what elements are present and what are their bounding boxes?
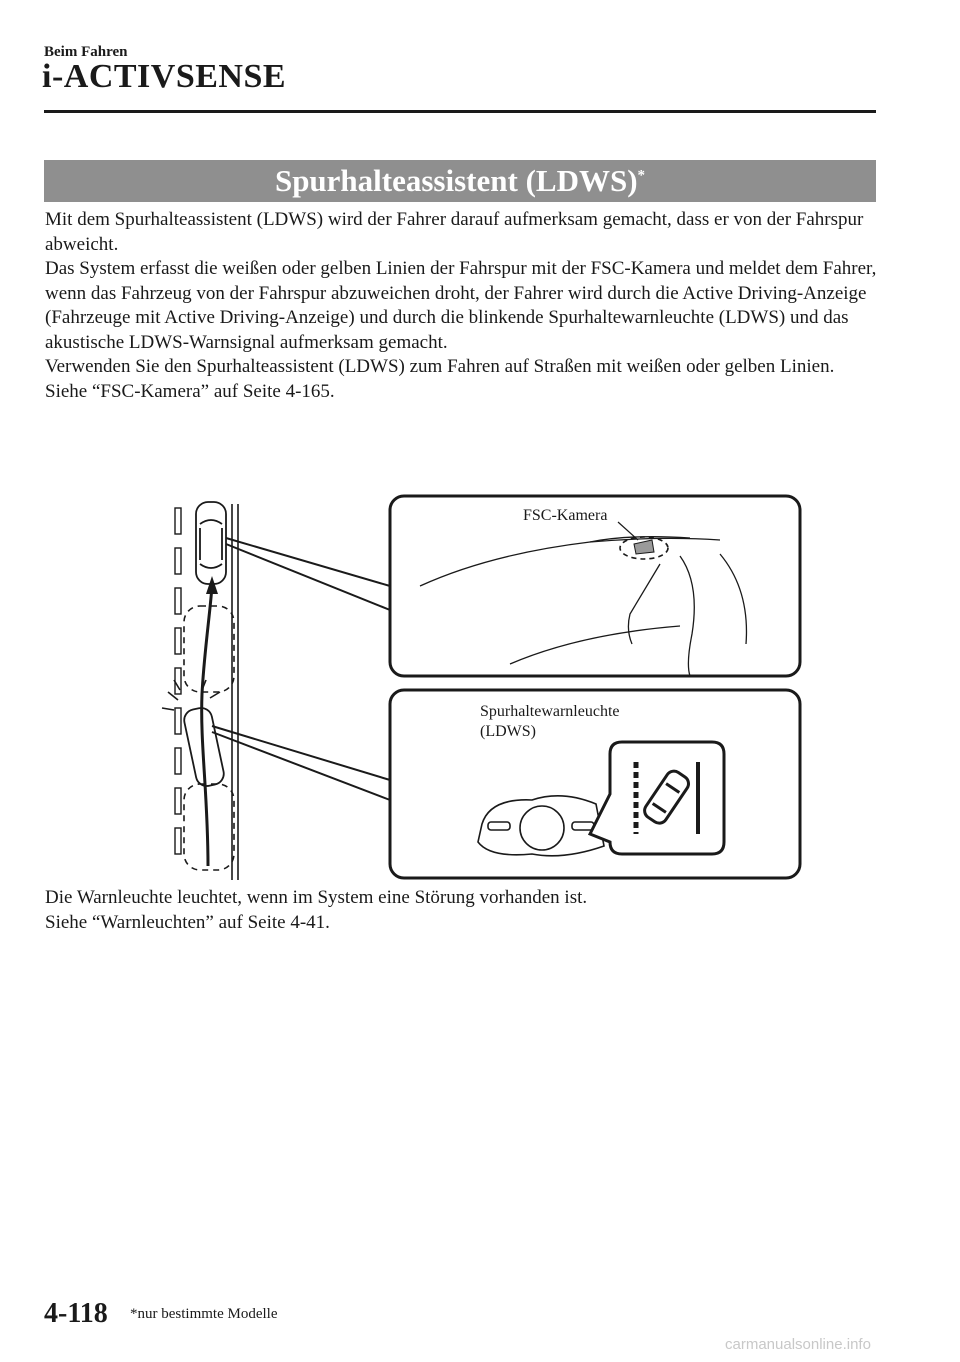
trajectory-arrow bbox=[202, 586, 212, 866]
car-top bbox=[196, 502, 226, 584]
paragraph-4-reference: Siehe “FSC-Kamera” auf Seite 4-165. bbox=[45, 380, 335, 402]
lamp-label-line1: Spurhaltewarnleuchte bbox=[480, 703, 620, 720]
ldws-diagram bbox=[160, 494, 810, 886]
callout-line bbox=[226, 538, 390, 586]
lamp-label bbox=[480, 702, 620, 742]
ldws-warning-lamp-icon bbox=[590, 742, 724, 854]
paragraph-3: Verwenden Sie den Spurhalteassistent (LDWS) zum Fahren auf Straßen mit weißen oder gelben Linien. bbox=[45, 356, 835, 377]
footnote: *nur bestimmte Modelle bbox=[130, 1306, 278, 1322]
intro-text bbox=[45, 208, 885, 404]
fsc-camera-label: FSC-Kamera bbox=[523, 507, 608, 524]
warning-light-reference: Siehe “Warnleuchten” auf Seite 4-41. bbox=[45, 911, 330, 933]
warning-light-note: Die Warnleuchte leuchtet, wenn im System eine Störung vorhanden ist. bbox=[45, 887, 588, 908]
lane-line-left bbox=[175, 508, 181, 854]
section-title: Spurhalteassistent (LDWS) bbox=[274, 163, 638, 198]
title-asterisk: * bbox=[637, 167, 646, 184]
paragraph-1: Mit dem Spurhalteassistent (LDWS) wird der Fahrer darauf aufmerksam gemacht, dass er von der Fahrspur abweicht. bbox=[45, 209, 864, 255]
warning-flash-icon bbox=[162, 680, 220, 710]
chapter-title: i-ACTIVSENSE bbox=[42, 58, 287, 95]
paragraph-2: Das System erfasst die weißen oder gelben Linien der Fahrspur mit der FSC-Kamera und meldet dem Fahrer, wenn das Fahrzeug von der Fahrspur abzuweichen droht, der Fahrer wird durch die Active Driving-Anzeige (Fahrzeuge mit Active Driving-Anzeige) und durch die blinkende Spurhaltewarnleuchte (LDWS) und das akustische LDWS-Warnsignal aufmerksam gemacht. bbox=[45, 258, 877, 353]
section-title-band bbox=[44, 160, 876, 202]
ldws-illustration bbox=[160, 494, 810, 886]
section-label: Beim Fahren bbox=[44, 44, 128, 60]
watermark: carmanualsonline.info bbox=[725, 1336, 871, 1353]
page-number: 4-118 bbox=[44, 1298, 108, 1329]
header-rule bbox=[44, 110, 876, 113]
lamp-label-line2: (LDWS) bbox=[480, 723, 536, 740]
after-text bbox=[45, 886, 885, 935]
